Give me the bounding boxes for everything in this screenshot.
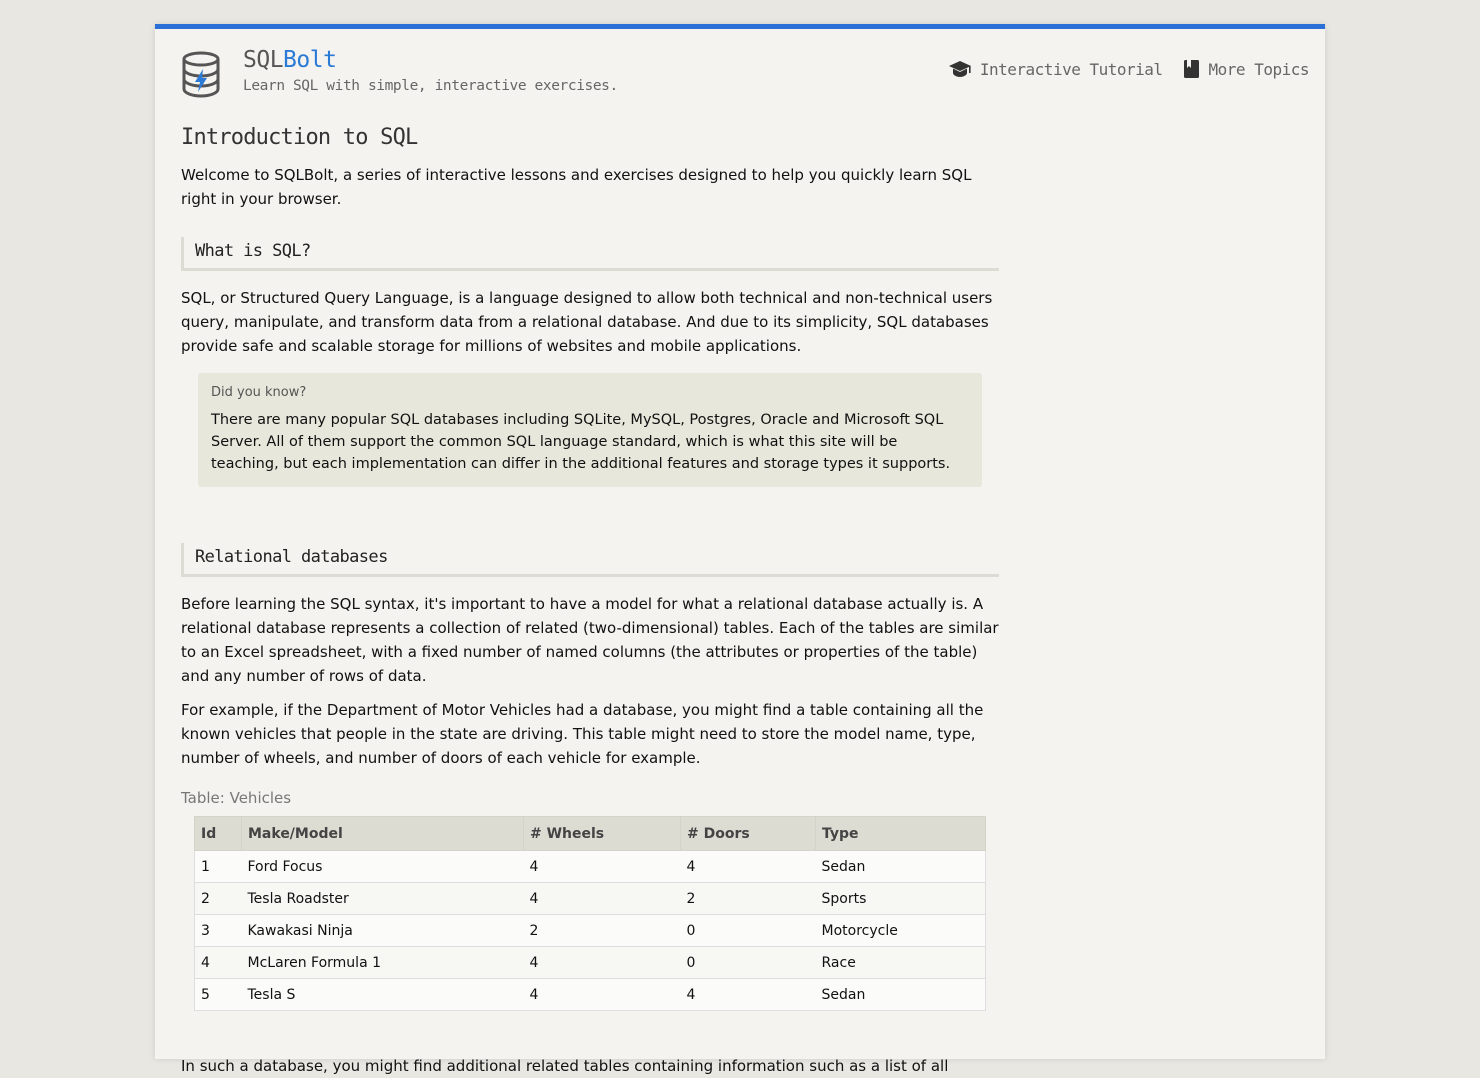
cell-type: Race [816, 947, 986, 979]
book-icon [1183, 59, 1201, 79]
table-row [195, 883, 986, 915]
trailing-paragraph: In such a database, you might find additional related tables containing information such as a list of all [181, 1057, 949, 1075]
cell-id: 4 [195, 947, 242, 979]
cell-doors: 4 [681, 851, 816, 883]
cell-type: Motorcycle [816, 915, 986, 947]
brand-name[interactable] [243, 47, 336, 73]
page-container [155, 24, 1325, 1075]
cell-type: Sedan [816, 979, 986, 1011]
cell-wheels: 4 [524, 883, 681, 915]
nav-topics-label: More Topics [1208, 59, 1309, 79]
cell-type: Sedan [816, 851, 986, 883]
column-header-type: Type [816, 817, 986, 851]
brand-accent: Bolt [283, 47, 337, 73]
cell-make-model: Ford Focus [242, 851, 524, 883]
cell-type: Sports [816, 883, 986, 915]
section-heading-what-is-sql [181, 237, 999, 271]
site-header [155, 29, 1325, 119]
table-caption: Table: Vehicles [181, 789, 292, 807]
intro-paragraph: Welcome to SQLBolt, a series of interactive lessons and exercises designed to help you quickly learn SQL right in your browser. [181, 166, 972, 208]
table-row [195, 947, 986, 979]
column-header-make-model: Make/Model [242, 817, 524, 851]
section-heading-text: What is SQL? [195, 241, 311, 261]
table-row [195, 915, 986, 947]
callout-title: Did you know? [211, 385, 307, 400]
cell-id: 1 [195, 851, 242, 883]
table-row [195, 979, 986, 1011]
cell-id: 2 [195, 883, 242, 915]
cell-doors: 0 [681, 947, 816, 979]
cell-id: 3 [195, 915, 242, 947]
nav-tutorial-label: Interactive Tutorial [979, 59, 1163, 79]
section-heading-text: Relational databases [195, 547, 388, 567]
cell-doors: 0 [681, 915, 816, 947]
cell-wheels: 4 [524, 947, 681, 979]
nav-interactive-tutorial[interactable] [948, 59, 1163, 79]
cell-doors: 2 [681, 883, 816, 915]
cell-make-model: Kawakasi Ninja [242, 915, 524, 947]
relational-paragraph-2: For example, if the Department of Motor Vehicles had a database, you might find a table containing all the known vehicles that people in the state are driving. This table might need to store the model name, type, number of wheels, and number of doors of each vehicle for example. [181, 701, 984, 767]
relational-paragraph-1: Before learning the SQL syntax, it's important to have a model for what a relational database actually is. A relational database represents a collection of related (two-dimensional) tables. Each of the tables are similar to an Excel spreadsheet, with a fixed number of named columns (the attributes or properties of the table) and any number of rows of data. [181, 595, 999, 685]
table-header-row [195, 817, 986, 851]
nav-more-topics[interactable] [1183, 59, 1309, 79]
cell-wheels: 4 [524, 979, 681, 1011]
column-header-doors: # Doors [681, 817, 816, 851]
tagline: Learn SQL with simple, interactive exercises. [243, 78, 618, 94]
cell-make-model: Tesla S [242, 979, 524, 1011]
what-is-sql-paragraph: SQL, or Structured Query Language, is a language designed to allow both technical and non-technical users query, manipulate, and transform data from a relational database. And due to its simplicity, SQL databases provide safe and scalable storage for millions of websites and mobile applications. [181, 289, 993, 355]
brand-prefix: SQL [243, 47, 284, 73]
cell-make-model: Tesla Roadster [242, 883, 524, 915]
page-title: Introduction to SQL [181, 125, 418, 150]
cell-id: 5 [195, 979, 242, 1011]
top-nav [948, 59, 1309, 79]
vehicles-table [194, 816, 986, 1011]
cell-wheels: 2 [524, 915, 681, 947]
cell-doors: 4 [681, 979, 816, 1011]
database-bolt-icon[interactable] [181, 51, 221, 97]
table-row [195, 851, 986, 883]
column-header-wheels: # Wheels [524, 817, 681, 851]
graduation-cap-icon [948, 59, 972, 79]
callout-body: There are many popular SQL databases including SQLite, MySQL, Postgres, Oracle and Microsoft SQL Server. All of them support the common SQL language standard, which is what this site will be teaching, but each implementation can differ in the additional features and storage types it supports. [211, 412, 951, 472]
section-heading-relational-databases [181, 543, 999, 577]
did-you-know-callout [198, 373, 982, 487]
cell-make-model: McLaren Formula 1 [242, 947, 524, 979]
column-header-id: Id [195, 817, 242, 851]
cell-wheels: 4 [524, 851, 681, 883]
